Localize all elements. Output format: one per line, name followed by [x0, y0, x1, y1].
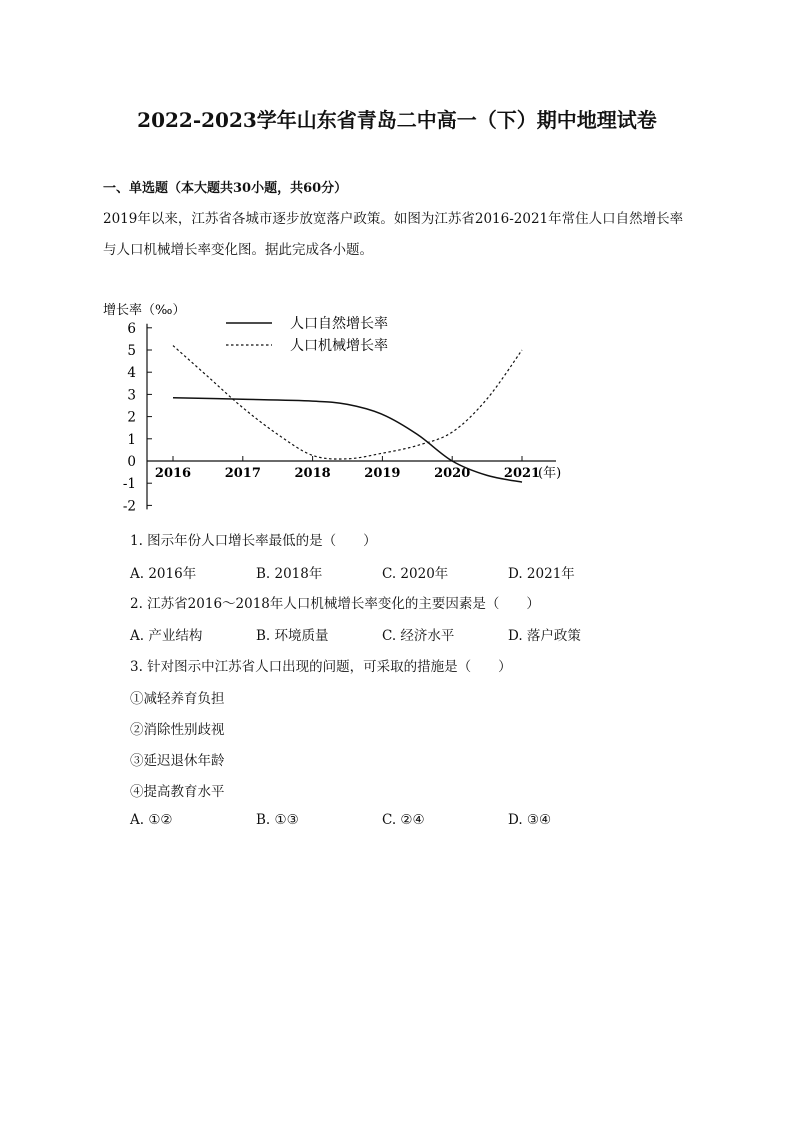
q3-option-b[interactable]: B. ①③ [256, 812, 299, 828]
y-tick-label: 5 [127, 343, 136, 359]
y-tick-label: -1 [122, 476, 136, 493]
y-tick-label: 4 [127, 365, 136, 382]
q3-option-a[interactable]: A. ①② [130, 812, 173, 828]
q2-option-b[interactable]: B. 环境质量 [256, 628, 329, 644]
x-tick-label: 2019 [364, 466, 401, 481]
legend-label-1: 人口自然增长率 [290, 316, 388, 332]
legend-label-2: 人口机械增长率 [290, 338, 388, 354]
q1-option-b[interactable]: B. 2018年 [256, 566, 323, 582]
y-tick-label: 0 [127, 454, 136, 470]
q3-option-c[interactable]: C. ②④ [382, 812, 425, 828]
x-tick-label: 2021 [503, 466, 541, 481]
y-tick-label: 1 [127, 431, 136, 448]
y-tick-label: -2 [122, 498, 136, 515]
q1-option-a[interactable]: A. 2016年 [130, 566, 197, 582]
x-tick-label: 2020 [434, 466, 471, 481]
intro-line-1: 2019年以来，江苏省各城市逐步放宽落户政策。如图为江苏省2016-2021年常住人口自然增长率 [103, 211, 684, 227]
x-axis-unit: (年) [538, 466, 562, 481]
x-tick-label: 2017 [224, 466, 261, 481]
y-axis-label: 增长率（‰） [103, 303, 186, 318]
section-heading: 一、单选题（本大题共30小题，共60分） [103, 181, 348, 196]
question-3-stem: 3. 针对图示中江苏省人口出现的问题，可采取的措施是（ ） [130, 659, 512, 675]
y-tick-label: 6 [127, 320, 136, 337]
q1-option-d[interactable]: D. 2021年 [508, 566, 575, 582]
page-title: 2022-2023学年山东省青岛二中高一（下）期中地理试卷 [137, 108, 657, 132]
series-line-2 [173, 346, 522, 459]
growth-rate-chart [0, 295, 794, 525]
x-tick-label: 2018 [294, 466, 331, 481]
x-tick-label: 2016 [154, 466, 192, 481]
question-1-stem: 1. 图示年份人口增长率最低的是（ ） [130, 533, 377, 549]
q3-statement-4: ④提高教育水平 [130, 784, 225, 800]
q2-option-a[interactable]: A. 产业结构 [130, 628, 203, 644]
q3-statement-2: ②消除性别歧视 [130, 722, 225, 738]
q3-statement-3: ③延迟退休年龄 [130, 753, 225, 769]
question-2-stem: 2. 江苏省2016～2018年人口机械增长率变化的主要因素是（ ） [130, 596, 540, 612]
intro-line-2: 与人口机械增长率变化图。据此完成各小题。 [103, 242, 373, 258]
y-tick-label: 3 [127, 387, 136, 404]
q3-option-d[interactable]: D. ③④ [508, 812, 552, 828]
q1-option-c[interactable]: C. 2020年 [382, 566, 449, 582]
q2-option-d[interactable]: D. 落户政策 [508, 628, 581, 644]
y-tick-label: 2 [127, 409, 136, 426]
q2-option-c[interactable]: C. 经济水平 [382, 628, 455, 644]
q3-statement-1: ①减轻养育负担 [130, 691, 225, 707]
